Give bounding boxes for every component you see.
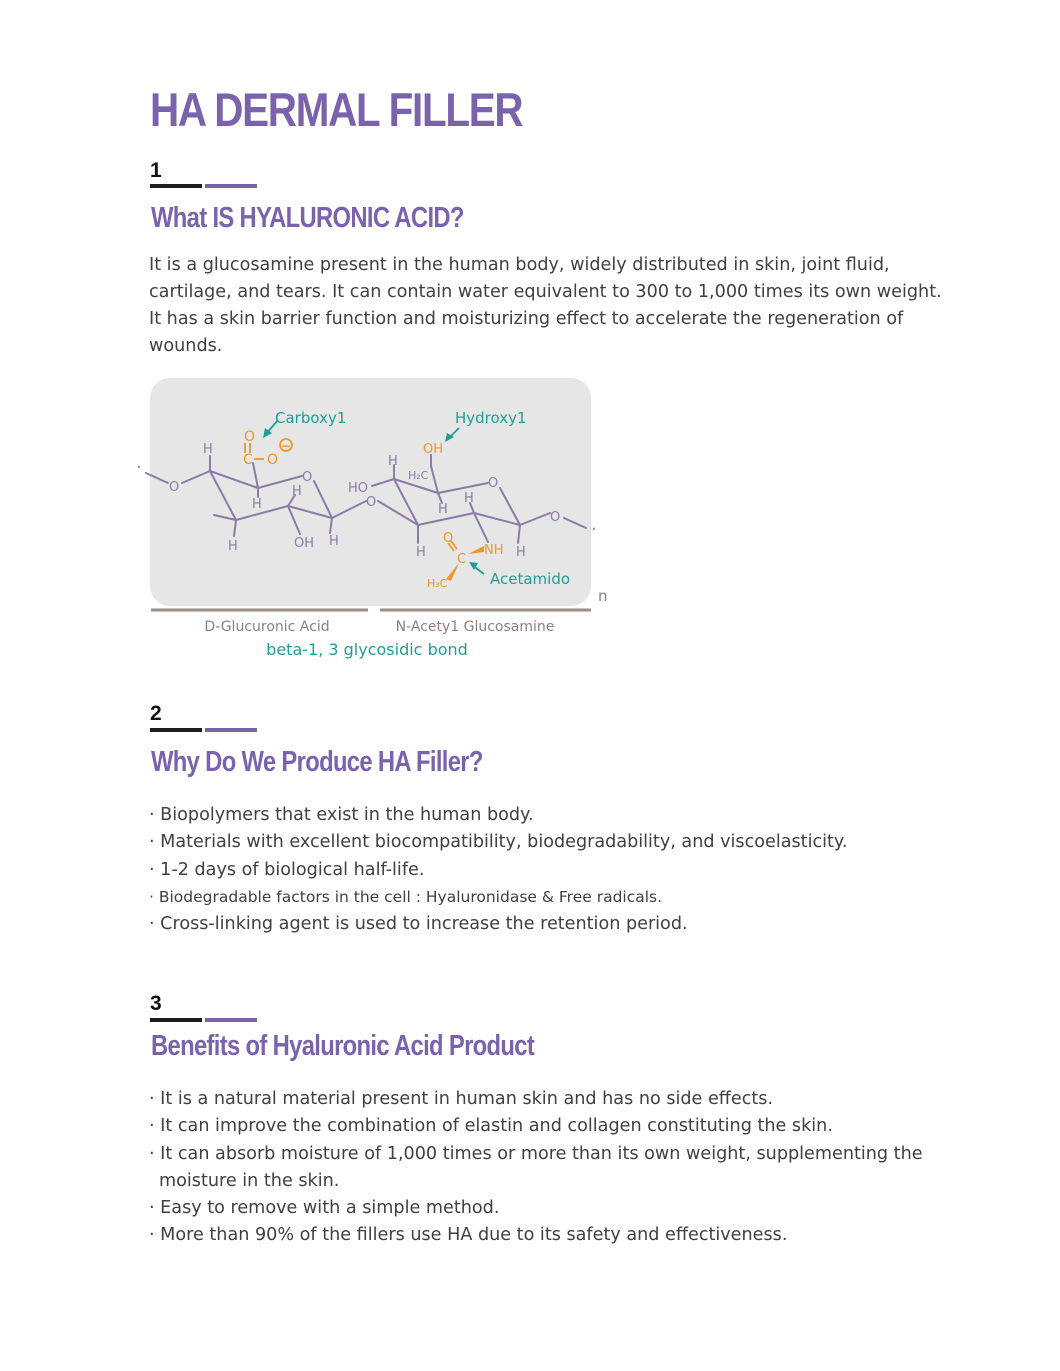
list-item: · Cross-linking agent is used to increase the retention period. xyxy=(149,914,688,935)
list-item-line: · It can absorb moisture of 1,000 times or more than its own weight, supplementing the xyxy=(149,1143,923,1164)
acetamido-carbon: C xyxy=(457,552,467,567)
list-item: · Biopolymers that exist in the human body. xyxy=(149,805,534,825)
label-n-acetyl-glucosamine: N-Acety1 Glucosamine xyxy=(395,619,555,635)
list-item xyxy=(149,1141,949,1196)
carboxyl-carbon: C xyxy=(243,452,253,468)
atom-h-c4-right: H xyxy=(388,454,398,469)
list-item: · It can improve the combination of elastin and collagen constituting the skin. xyxy=(149,1116,833,1137)
section-2-divider-purple xyxy=(205,728,257,732)
section-3-number: 3 xyxy=(150,992,162,1015)
list-item: · More than 90% of the fillers use HA due to its safety and effectiveness. xyxy=(149,1225,788,1246)
atom-h2c-right: H₂C xyxy=(408,469,429,482)
section-2-bullet-list xyxy=(149,802,949,938)
section-3-bullet-list xyxy=(149,1086,949,1250)
atom-o-right-link: O xyxy=(550,510,561,525)
atom-h-c3-left-top: H xyxy=(292,484,302,499)
section-3-divider-purple xyxy=(205,1018,257,1022)
label-acetamido: Acetamido xyxy=(490,570,571,588)
page-title: HA DERMAL FILLER xyxy=(150,83,523,136)
atom-o-ring-left: O xyxy=(302,470,313,485)
section-1-divider-purple xyxy=(205,184,257,188)
acetamido-h3c: H₃C xyxy=(427,577,448,590)
section-1-divider-dark xyxy=(150,184,202,188)
list-item: · Biodegradable factors in the cell : Hyaluronidase & Free radicals. xyxy=(149,887,663,906)
acetamido-oxygen: O xyxy=(443,531,454,546)
atom-o-ring-right: O xyxy=(488,476,499,491)
acetamido-nh: NH xyxy=(484,543,504,558)
list-item: · Materials with excellent biocompatibility, biodegradability, and viscoelasticity. xyxy=(149,832,848,853)
atom-h-c5-right: H xyxy=(464,491,474,506)
atom-o-left-link: O xyxy=(169,480,180,495)
label-hydroxyl: Hydroxy1 xyxy=(455,409,527,427)
atom-h-c1-right: H xyxy=(516,545,526,560)
section-1-title: What IS HYALURONIC ACID? xyxy=(151,202,464,234)
atom-oh-left: OH xyxy=(294,536,315,551)
list-item-continuation: moisture in the skin. xyxy=(159,1170,340,1191)
hyaluronic-acid-structure-diagram xyxy=(132,373,612,665)
hydroxyl-oh: OH xyxy=(423,442,444,457)
atom-h-c4-left: H xyxy=(203,442,213,457)
list-item: · Easy to remove with a simple method. xyxy=(149,1198,500,1219)
carboxyl-charge: − xyxy=(281,439,292,453)
atom-chain-dot-right: · xyxy=(591,519,597,540)
atom-h-c5-left: H xyxy=(252,497,262,512)
atom-chain-dot-left: · xyxy=(136,457,142,478)
carboxyl-oxygen-single: O xyxy=(267,452,279,468)
label-repeat-n: n xyxy=(598,587,608,605)
carboxyl-oxygen-double: O xyxy=(244,429,256,445)
label-glycosidic-bond: beta-1, 3 glycosidic bond xyxy=(266,640,468,659)
list-item: · It is a natural material present in human skin and has no side effects. xyxy=(149,1089,774,1109)
atom-h-c2-left: H xyxy=(329,534,339,549)
atom-h-c3-left: H xyxy=(228,539,238,554)
list-item: · 1-2 days of biological half-life. xyxy=(149,859,425,880)
section-2-title: Why Do We Produce HA Filler? xyxy=(151,746,483,778)
section-2-divider-dark xyxy=(150,728,202,732)
atom-h-c2-right: H xyxy=(416,545,426,560)
section-2-number: 2 xyxy=(150,702,162,725)
atom-o-glycosidic: O xyxy=(366,495,377,510)
atom-ho-right: HO xyxy=(348,481,369,496)
section-3-divider-dark xyxy=(150,1018,202,1022)
section-1-paragraph: It is a glucosamine present in the human body, widely distributed in skin, joint fluid, cartilage, and tears. It can contain water equivalent to 300 to 1,000 times its own weight. It has a skin barrier function and moisturizing effect to accelerate the regeneration of wounds. xyxy=(149,255,942,356)
section-1-number: 1 xyxy=(150,159,162,182)
label-d-glucuronic-acid: D-Glucuronic Acid xyxy=(204,619,330,635)
label-carboxyl: Carboxy1 xyxy=(275,409,347,427)
atom-h-c3-right: H xyxy=(438,502,448,517)
section-3-title: Benefits of Hyaluronic Acid Product xyxy=(151,1030,535,1062)
